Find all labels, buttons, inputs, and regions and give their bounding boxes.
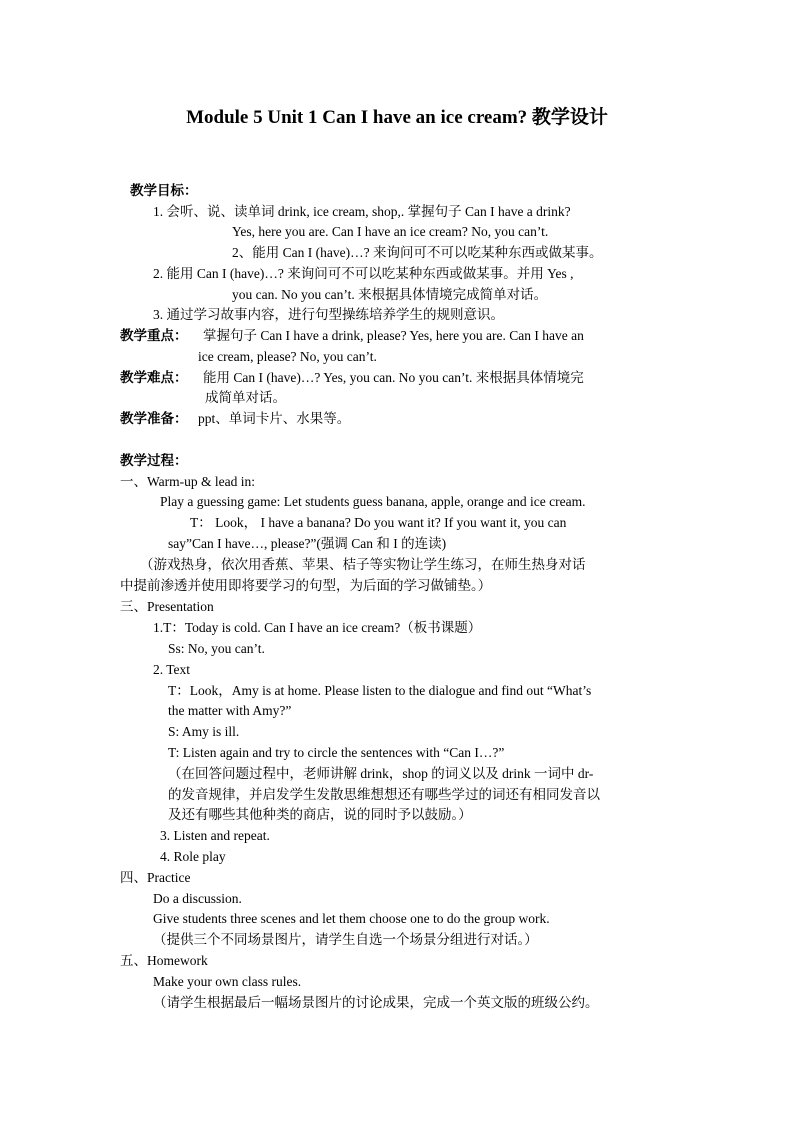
warmup-line-2: T： Look， I have a banana? Do you want it? If you want it, you can [190,515,567,530]
key-points-text: 掌握句子 Can I have a drink, please? Yes, here you are. Can I have an [203,328,584,343]
objective-item-1-cont: Yes, here you are. Can I have an ice cream? No, you can’t. [232,224,549,239]
presentation-2-line-b: the matter with Amy?” [168,703,292,718]
preparation-text: ppt、单词卡片、水果等。 [198,411,351,426]
warmup-note-1: （游戏热身，依次用香蕉、苹果、桔子等实物让学生练习，在师生热身对话 [140,557,586,572]
presentation-note-1: （在回答问题过程中，老师讲解 drink，shop 的词义以及 drink 一词中 dr- [168,766,594,781]
document-title: Module 5 Unit 1 Can I have an ice cream? 教学设计 [186,107,608,128]
homework-note: （请学生根据最后一幅场景图片的讨论成果，完成一个英文版的班级公约。 [153,995,599,1010]
presentation-2-line-d: T: Listen again and try to circle the sentences with “Can I…?” [168,745,505,760]
practice-line-2: Give students three scenes and let them choose one to do the group work. [153,911,550,926]
objectives-heading: 教学目标： [130,183,198,198]
presentation-note-3: 及还有哪些其他种类的商店，说的同时予以鼓励。） [168,807,472,822]
warmup-note-2: 中提前渗透并使用即将要学习的句型，为后面的学习做铺垫。） [120,578,492,593]
warmup-line-3: say”Can I have…, please?”(强调 Can 和 I 的连读) [168,536,447,551]
presentation-4: 4. Role play [160,849,226,864]
objective-item-1: 1. 会听、说、读单词 drink, ice cream, shop,. 掌握句子 Can I have a drink? [153,204,571,219]
objective-item-3: 3. 通过学习故事内容，进行句型操练培养学生的规则意识。 [153,307,504,322]
presentation-note-2: 的发音规律，并启发学生发散思维想想还有哪些学过的词还有相同发音以 [168,787,600,802]
difficulties-text-cont: 成简单对话。 [205,390,286,405]
process-heading: 教学过程： [120,453,188,468]
objective-item-1-cont2: 2、能用 Can I (have)…? 来询问可不可以吃某种东西或做某事。 [232,245,603,260]
presentation-1: 1.T：Today is cold. Can I have an ice cream?（板书课题） [153,620,482,635]
warmup-line-1: Play a guessing game: Let students guess banana, apple, orange and ice cream. [160,494,586,509]
section-presentation-title: 三、Presentation [120,599,214,614]
key-points-heading: 教学重点： [120,328,188,343]
key-points-text-cont: ice cream, please? No, you can’t. [198,349,377,364]
difficulties-text: 能用 Can I (have)…? Yes, you can. No you can’t. 来根据具体情境完 [203,370,584,385]
presentation-2-line-c: S: Amy is ill. [168,724,240,739]
presentation-2: 2. Text [153,662,191,677]
section-practice-title: 四、Practice [120,870,191,885]
difficulties-heading: 教学难点： [120,370,188,385]
presentation-2-line-a: T：Look，Amy is at home. Please listen to the dialogue and find out “What’s [168,683,592,698]
section-homework-title: 五、Homework [120,953,208,968]
objective-item-2: 2. 能用 Can I (have)…? 来询问可不可以吃某种东西或做某事。并用 Yes , [153,266,574,281]
practice-note: （提供三个不同场景图片，请学生自选一个场景分组进行对话。） [153,932,538,947]
preparation-heading: 教学准备： [120,411,188,426]
section-warmup-title: 一、Warm-up & lead in: [120,474,256,489]
homework-line-1: Make your own class rules. [153,974,302,989]
objective-item-2-cont: you can. No you can’t. 来根据具体情境完成简单对话。 [232,287,548,302]
practice-line-1: Do a discussion. [153,891,242,906]
presentation-3: 3. Listen and repeat. [160,828,270,843]
presentation-1-answer: Ss: No, you can’t. [168,641,265,656]
